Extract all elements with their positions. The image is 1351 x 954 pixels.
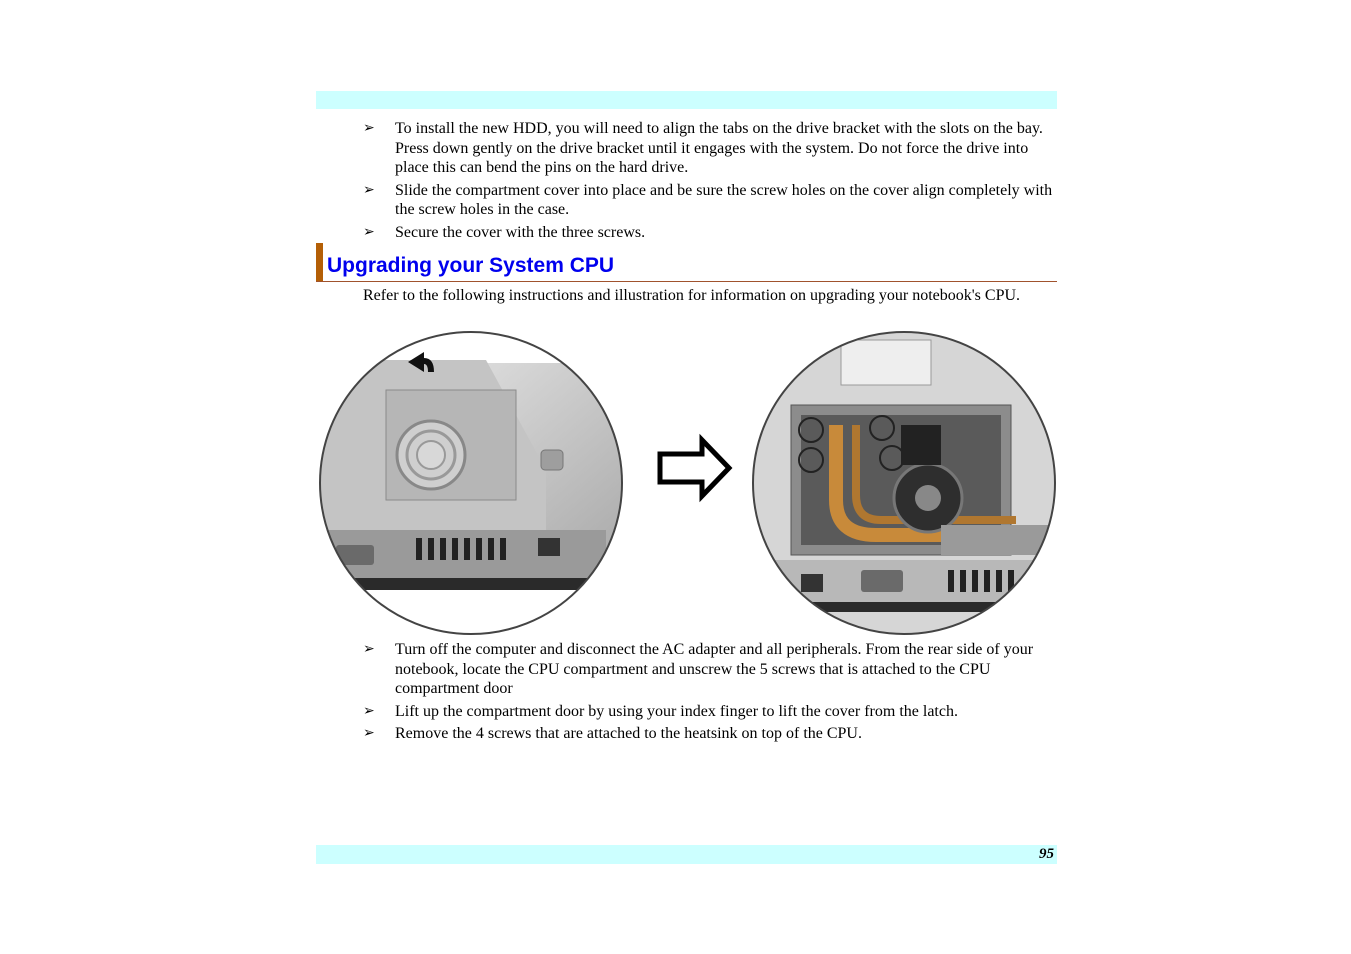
list-item: ➢ Slide the compartment cover into place and be sure the screw holes on the cover align completely with the screw holes in the case. xyxy=(363,181,1053,218)
section-heading xyxy=(316,243,1057,282)
right-arrow-icon xyxy=(660,440,729,496)
header-band xyxy=(316,91,1057,109)
arrow-bullet-icon: ➢ xyxy=(363,181,375,198)
list-item: ➢ Turn off the computer and disconnect the AC adapter and all peripherals. From the rear side of your notebook, locate the CPU compartment and unscrew the 5 screws that is attached to the CPU compartment door xyxy=(363,641,1034,697)
arrow-bullet-icon: ➢ xyxy=(363,725,375,741)
list-item: ➢ Remove the 4 screws that are attached to the heatsink on top of the CPU. xyxy=(363,725,862,742)
arrow-bullet-icon: ➢ xyxy=(363,641,375,657)
arrow-bullet-icon: ➢ xyxy=(363,223,375,240)
list-item: ➢ Lift up the compartment door by using your index finger to lift the cover from the latch. xyxy=(363,702,958,720)
heading-accent-bar xyxy=(316,243,323,281)
section-title: Upgrading your System CPU xyxy=(327,254,615,277)
cpu-illustration xyxy=(316,330,1057,638)
cpu-steps-list xyxy=(363,640,1053,747)
list-item: ➢ To install the new HDD, you will need to align the tabs on the drive bracket with the slots on the bay. Press down gently on the drive bracket until it engages with the system. Do not force the drive into place this can bend the pins on the hard drive. xyxy=(363,120,1043,176)
arrow-bullet-icon: ➢ xyxy=(363,702,375,719)
illustration-svg xyxy=(316,330,1057,638)
install-steps-list xyxy=(363,119,1053,245)
section-intro: Refer to the following instructions and illustration for information on upgrading your notebook's CPU. xyxy=(363,287,1021,304)
footer-band xyxy=(316,845,1057,864)
arrow-bullet-icon: ➢ xyxy=(363,120,375,136)
page-number: 95 xyxy=(1039,846,1054,862)
list-item: ➢ Secure the cover with the three screws. xyxy=(363,223,646,241)
